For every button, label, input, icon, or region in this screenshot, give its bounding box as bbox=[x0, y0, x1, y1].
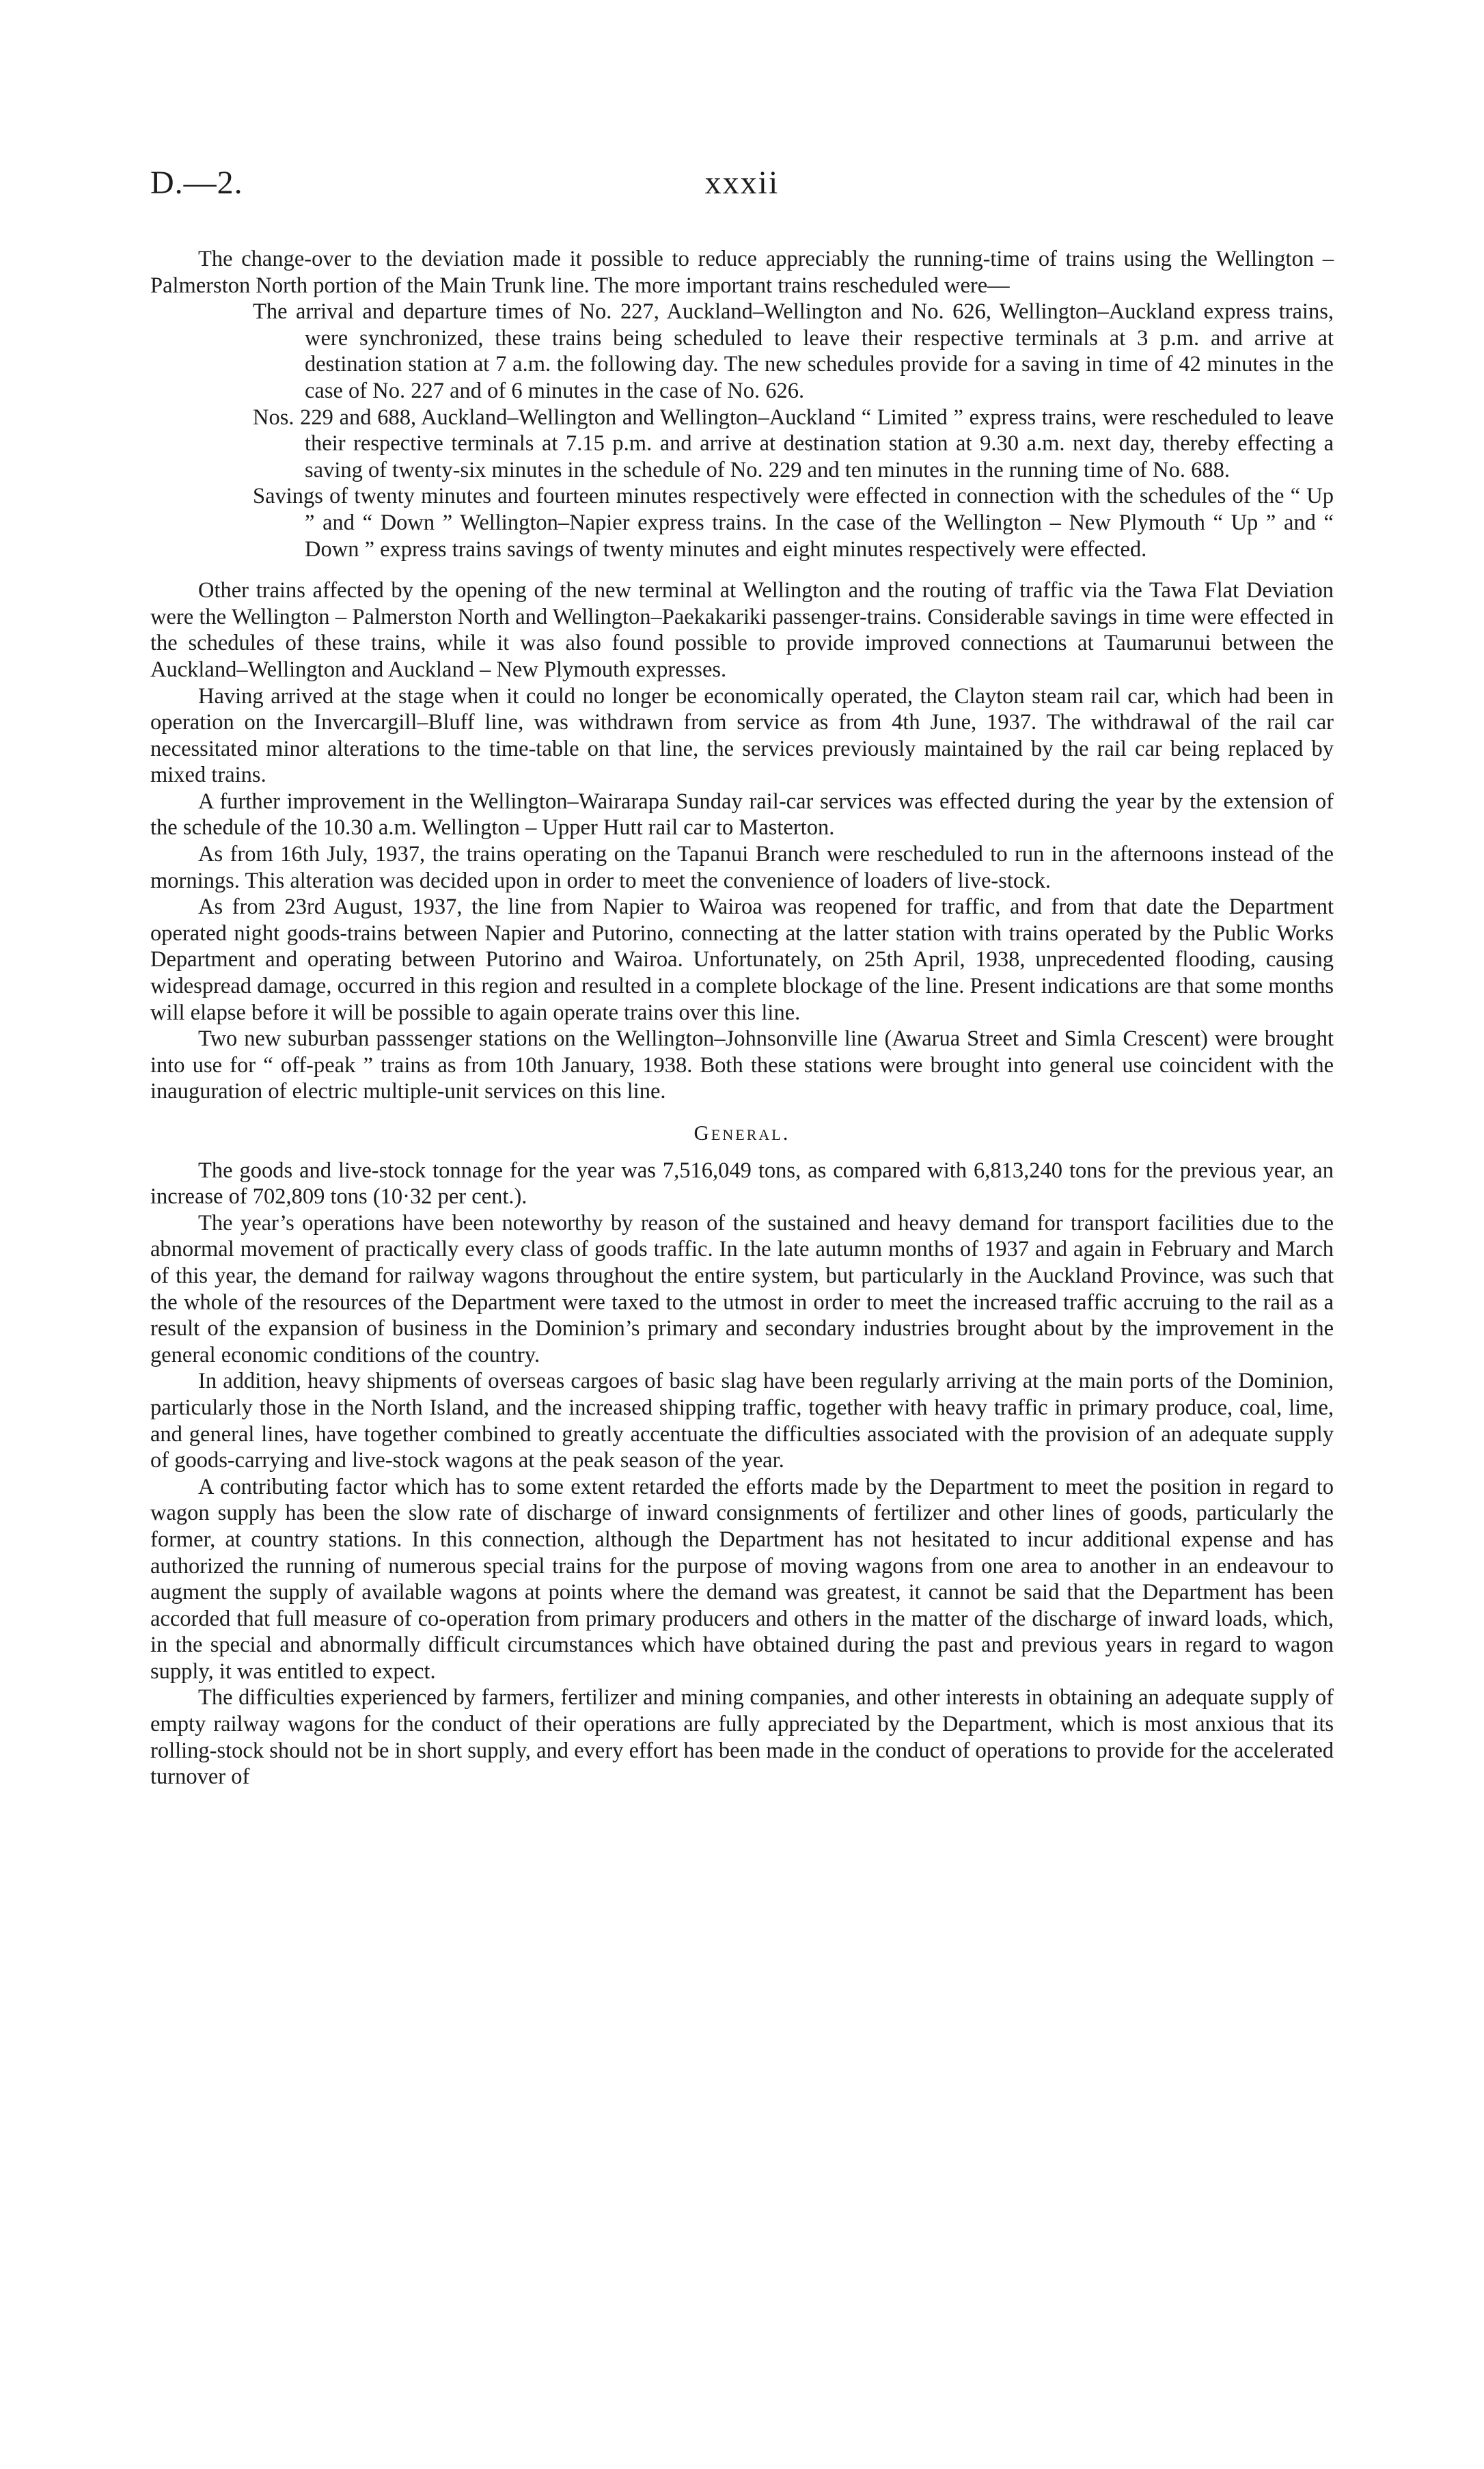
paragraph: The difficulties experienced by farmers, fertilizer and mining companies, and other interests in obtaining an adequate supply of empty railway wagons for the conduct of their operations are fully appreciated by the Department, which is most anxious that its rolling-stock should not be in short supply, and every effort has been made in the conduct of operations to provide for the accelerated turnover of bbox=[150, 1685, 1334, 1790]
paragraph: A further improvement in the Wellington–Wairarapa Sunday rail-car services was effected during the year by the extension of the schedule of the 10.30 a.m. Wellington – Upper Hutt rail car to Masterton. bbox=[150, 789, 1334, 841]
section-heading: General. bbox=[693, 1121, 791, 1145]
paragraph: A contributing factor which has to some extent retarded the efforts made by the Department to meet the position in regard to wagon supply has been the slow rate of discharge of inward consignments of fertilizer and other lines of goods, particularly the former, at country stations. In this connection, although the Department has not hesitated to incur additional expense and has authorized the running of numerous special trains for the purpose of moving wagons from one area to another in an endeavour to augment the supply of available wagons at points where the demand was greatest, it cannot be said that the Department has been accorded that full measure of co-operation from primary producers and others in the matter of the discharge of inward loads, which, in the special and abnormally difficult circumstances which have obtained during the past and previous years in regard to wagon supply, it was entitled to expect. bbox=[150, 1474, 1334, 1684]
document-reference: D.—2. bbox=[150, 165, 243, 201]
paragraph: In addition, heavy shipments of overseas cargoes of basic slag have been regularly arriving at the main ports of the Dominion, particularly those in the North Island, and the increased shipping traffic, together with heavy traffic in primary produce, coal, lime, and general lines, have together combined to greatly accentuate the difficulties associated with the provision of an adequate supply of goods-carrying and live-stock wagons at the peak season of the year. bbox=[150, 1369, 1334, 1473]
paragraph: The year’s operations have been noteworthy by reason of the sustained and heavy demand for transport facilities due to the abnormal movement of practically every class of goods traffic. In the late autumn months of 1937 and again in February and March of this year, the demand for railway wagons throughout the entire system, but particularly in the Auckland Province, was such that the whole of the resources of the Department were taxed to the utmost in order to meet the increased traffic accruing to the rail as a result of the expansion of business in the Dominion’s primary and secondary industries brought about by the improvement in the general economic conditions of the country. bbox=[150, 1210, 1334, 1367]
intro-paragraph: The change-over to the deviation made it possible to reduce appreciably the running-time of trains using the Wellington – Palmerston North portion of the Main Trunk line. The more important trains rescheduled were— bbox=[150, 247, 1334, 298]
paragraph: As from 23rd August, 1937, the line from Napier to Wairoa was reopened for traffic, and from that date the Department operated night goods-trains between Napier and Putorino, connecting at the latter station with trains operated by the Public Works Department and operating between Putorino and Wairoa. Unfortunately, on 25th April, 1938, unprecedented flooding, causing widespread damage, occurred in this region and resulted in a complete blockage of the line. Present indications are that some months will elapse before it will be possible to again operate trains over this line. bbox=[150, 895, 1334, 1025]
paragraph: The goods and live-stock tonnage for the year was 7,516,049 tons, as compared with 6,813,240 tons for the previous year, an increase of 702,809 tons (10·32 per cent.). bbox=[150, 1158, 1334, 1210]
body-text bbox=[150, 246, 1334, 1790]
list-item: The arrival and departure times of No. 227, Auckland–Wellington and No. 626, Wellington–Auckland express trains, were synchronized, these trains being scheduled to leave their respective terminals at 3 p.m. and arrive at destination station at 7 a.m. the following day. The new schedules provide for a saving in time of 42 minutes in the case of No. 227 and of 6 minutes in the case of No. 626. bbox=[253, 299, 1334, 403]
page-header bbox=[150, 164, 1334, 219]
list-item: Nos. 229 and 688, Auckland–Wellington and Wellington–Auckland “ Limited ” express trains, were rescheduled to leave their respective terminals at 7.15 p.m. and arrive at destination station at 9.30 a.m. next day, thereby effecting a saving of twenty-six minutes in the schedule of No. 229 and ten minutes in the running time of No. 688. bbox=[253, 405, 1334, 482]
paragraph: Having arrived at the stage when it could no longer be economically operated, the Clayton steam rail car, which had been in operation on the Invercargill–Bluff line, was withdrawn from service as from 4th June, 1937. The withdrawal of the rail car necessitated minor alterations to the time-table on that line, the services previously maintained by the rail car being replaced by mixed trains. bbox=[150, 683, 1334, 788]
paragraph: Two new suburban passsenger stations on the Wellington–Johnsonville line (Awarua Street and Simla Crescent) were brought into use for “ off-peak ” trains as from 10th January, 1938. Both these stations were brought into general use coincident with the inauguration of electric multiple-unit services on this line. bbox=[150, 1026, 1334, 1104]
general-section bbox=[150, 1120, 1334, 1790]
rescheduled-trains-list bbox=[253, 299, 1334, 562]
list-item: Savings of twenty minutes and fourteen minutes respectively were effected in connection with the schedules of the “ Up ” and “ Down ” Wellington–Napier express trains. In the case of the Wellington – New Plymouth “ Up ” and “ Down ” express trains savings of twenty minutes and eight minutes respectively were effected. bbox=[253, 484, 1334, 562]
paragraph: Other trains affected by the opening of the new terminal at Wellington and the routing of traffic via the Tawa Flat Deviation were the Wellington – Palmerston North and Wellington–Paekakariki passenger-trains. Considerable savings in time were effected in the schedules of these trains, while it was also found possible to provide improved connections at Taumarunui between the Auckland–Wellington and Auckland – New Plymouth expresses. bbox=[150, 578, 1334, 682]
paragraph: As from 16th July, 1937, the trains operating on the Tapanui Branch were rescheduled to run in the afternoons instead of the mornings. This alteration was decided upon in order to meet the convenience of loaders of live-stock. bbox=[150, 842, 1334, 893]
page-number: xxxii bbox=[704, 165, 780, 201]
